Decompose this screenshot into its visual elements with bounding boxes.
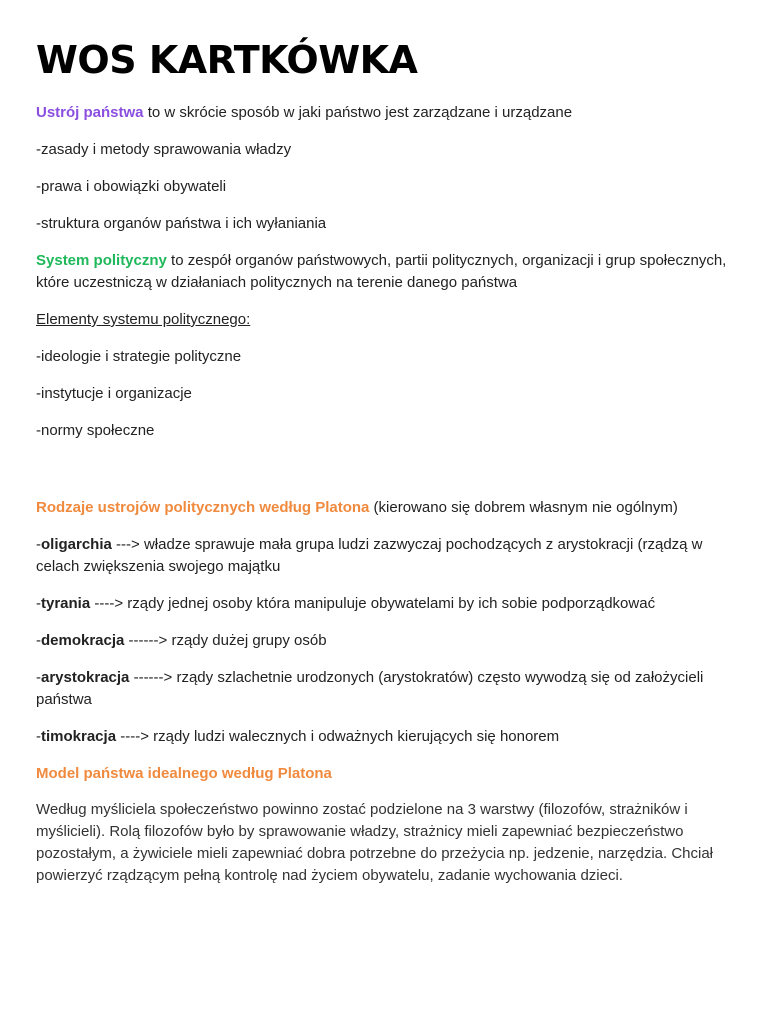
rodzaj-term: demokracja [41,632,125,649]
system-item: -normy społeczne [36,422,155,439]
ustroj-definition [36,102,732,124]
rodzaje-note: (kierowano się dobrem własnym nie ogólnym) [369,499,678,516]
rodzaj-text: ------> rządy dużej grupy osób [124,632,327,649]
rodzaj-prefix: - [36,728,41,745]
rodzaj-term: timokracja [41,728,117,745]
elements-heading: Elementy systemu politycznego: [36,311,251,328]
rodzaj-text: ------> rządy szlachetnie urodzonych (arystokratów) często wywodzą się od założycieli państwa [36,669,704,708]
ustroj-item: -struktura organów państwa i ich wyłaniania [36,215,327,232]
ustroj-def-text: to w skrócie sposób w jaki państwo jest zarządzane i urządzane [143,104,573,121]
rodzaj-item [36,630,732,652]
system-item: -ideologie i strategie polityczne [36,348,242,365]
system-def-text: to zespół organów państwowych, partii politycznych, organizacji i grup społecznych, które uczestniczą w działaniach politycznych na terenie danego państwa [36,252,727,291]
model-paragraph: Według myśliciela społeczeństwo powinno zostać podzielone na 3 warstwy (filozofów, strażników i myślicieli). Rolą filozofów było by sprawowanie władzy, strażnicy mieli zapewniać bezpieczeństwo pozostałym, a żywiciele mieli zapewniać dobra potrzebne do przeżycia np. jedzenie, narzędzia. Chciał powierzyć rządzącym pełną kontrolę nad życiem obywatelu, zadanie wychowania dzieci. [36,801,714,884]
rodzaj-term: arystokracja [41,669,130,686]
page-title: WOS KARTKÓWKA [36,38,418,82]
rodzaj-prefix: - [36,669,41,686]
rodzaje-heading [36,497,732,519]
system-term: System polityczny [36,252,167,269]
rodzaj-item [36,593,732,615]
rodzaj-item [36,534,732,578]
ustroj-term: Ustrój państwa [36,104,144,121]
system-definition [36,250,732,294]
rodzaj-prefix: - [36,632,41,649]
section-gap [36,457,732,497]
rodzaj-prefix: - [36,595,41,612]
rodzaj-term: tyrania [41,595,91,612]
rodzaj-text: ----> rządy ludzi walecznych i odważnych kierujących się honorem [116,728,560,745]
system-item: -instytucje i organizacje [36,385,192,402]
rodzaj-term: oligarchia [41,536,112,553]
rodzaj-text: ---> władze sprawuje mała grupa ludzi zazwyczaj pochodzących z arystokracji (rządzą w celach zwiększenia swojego majątku [36,536,703,575]
rodzaj-item [36,667,732,711]
rodzaj-text: ----> rządy jednej osoby która manipuluje obywatelami by ich sobie podporządkować [90,595,656,612]
ustroj-item: -prawa i obowiązki obywateli [36,178,227,195]
rodzaje-heading-text: Rodzaje ustrojów politycznych według Platona [36,499,370,516]
rodzaj-prefix: - [36,536,41,553]
model-heading: Model państwa idealnego według Platona [36,765,332,782]
ustroj-item: -zasady i metody sprawowania władzy [36,141,292,158]
rodzaj-item [36,726,732,748]
